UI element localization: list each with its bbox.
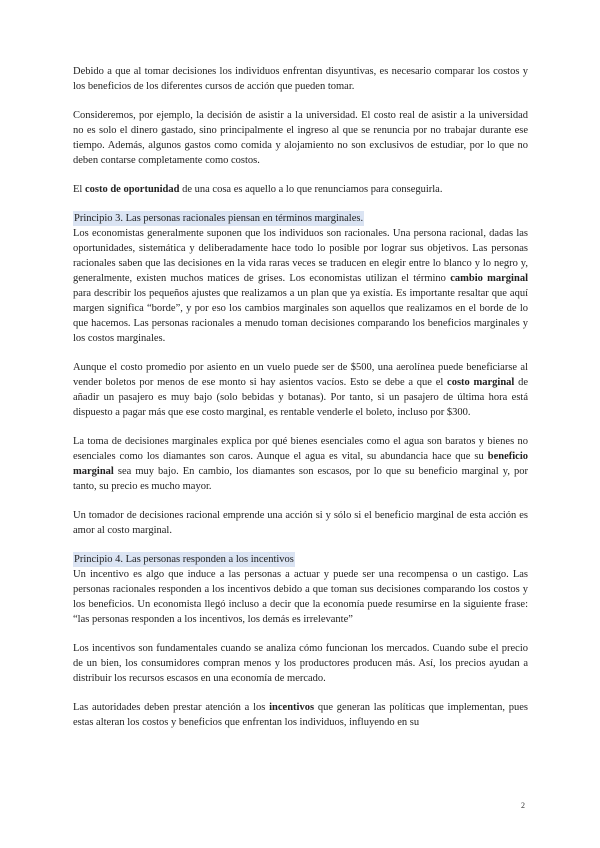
paragraph-incentive-definition: Un incentivo es algo que induce a las personas a actuar y puede ser una recompensa o un castigo. Las personas racionales responden a los incentivos debido a que toman sus decisiones comparando los costos y los beneficios. Un economista llegó incluso a decir que la economía puede resumirse en la siguiente frase: “las personas responden a los incentivos, los demás es irrelevante” <box>73 569 528 625</box>
authorities-post: que generan las políticas que implementan, pues estas alteran los costos y beneficios que enfrentan los individuos, influyendo en su <box>73 702 528 728</box>
paragraph-authorities <box>73 700 528 730</box>
water-pre: La toma de decisiones marginales explica por qué bienes esenciales como el agua son baratos y bienes no esenciales como los diamantes son caros. Aunque el agua es vital, su abundancia hace que su <box>73 436 528 462</box>
authorities-pre: Las autoridades deben prestar atención a los <box>73 702 270 713</box>
marginal-change-term: cambio marginal <box>450 273 528 284</box>
opportunity-cost-term: costo de oportunidad <box>84 184 180 195</box>
paragraph-water-diamonds <box>73 434 528 494</box>
incentives-term: incentivos <box>269 702 315 713</box>
water-post: sea muy bajo. En cambio, los diamantes son escasos, por lo que su beneficio marginal y, por tanto, su precio es mucho mayor. <box>73 466 528 492</box>
opportunity-cost-post: de una cosa es aquello a lo que renunciamos para conseguirla. <box>179 184 443 195</box>
airline-pre: Aunque el costo promedio por asiento en un vuelo puede ser de $500, una aerolínea puede beneficiarse al vender boletos por menos de ese monto si hay asientos vacíos. Esto se debe a que el <box>73 362 528 388</box>
marginal-benefit-term: beneficio marginal <box>73 451 528 477</box>
paragraph-tradeoffs: Debido a que al tomar decisiones los individuos enfrentan disyuntivas, es necesario comparar los costos y los beneficios de los diferentes cursos de acción que pueden tomar. <box>73 66 528 92</box>
paragraph-incentives-markets: Los incentivos son fundamentales cuando se analiza cómo funcionan los mercados. Cuando sube el precio de un bien, los consumidores compran menos y los productores producen más. Así, los precios ayudan a distribuir los recursos escasos en una economía de mercado. <box>73 643 528 684</box>
opportunity-cost-pre: El <box>73 184 85 195</box>
principle-3-heading: Principio 3. Las personas racionales piensan en términos marginales. <box>74 213 364 224</box>
paragraph-airline-example <box>73 360 528 420</box>
airline-post: de añadir un pasajero es muy bajo (solo bebidas y botanas). Por tanto, si un pasajero de última hora está dispuesto a pagar más que ese costo marginal, es rentable venderle el boleto, incluso por $300. <box>73 377 528 418</box>
paragraph-rational-people <box>73 226 528 346</box>
paragraph-opportunity-cost <box>73 182 528 197</box>
marginal-cost-term: costo marginal <box>447 377 515 388</box>
document-page <box>73 64 528 730</box>
paragraph-university-example: Consideremos, por ejemplo, la decisión de asistir a la universidad. El costo real de asistir a la universidad no es solo el dinero gastado, sino principalmente el ingreso al que se renuncia por no trabajar durante ese tiempo. Además, algunos gastos como comida y alojamiento no son exclusivos de estudiar, por lo que no deben contarse completamente como costos. <box>73 110 528 166</box>
page-number: 2 <box>521 801 525 810</box>
paragraph-rational-decision: Un tomador de decisiones racional emprende una acción si y sólo si el beneficio marginal de esta acción es amor al costo marginal. <box>73 510 528 536</box>
principle-4-heading: Principio 4. Las personas responden a los incentivos <box>74 554 294 565</box>
rational-pre: Los economistas generalmente suponen que los individuos son racionales. Una persona racional, dadas las oportunidades, sistemática y deliberadamente hace todo lo posible por lograr sus objetivos. Las personas racionales saben que las decisiones en la vida raras veces se traducen en elegir entre lo blanco y lo negro y, generalmente, existen muchos matices de grises. Los economistas utilizan el término <box>73 228 528 284</box>
rational-post: para describir los pequeños ajustes que realizamos a un plan que ya existía. Es importante resaltar que aquí margen significa “borde”, y por eso los cambios marginales son aquellos que realizamos en el borde de lo que hacemos. Las personas racionales a menudo toman decisiones comparando los beneficios marginales y los costos marginales. <box>73 288 528 344</box>
